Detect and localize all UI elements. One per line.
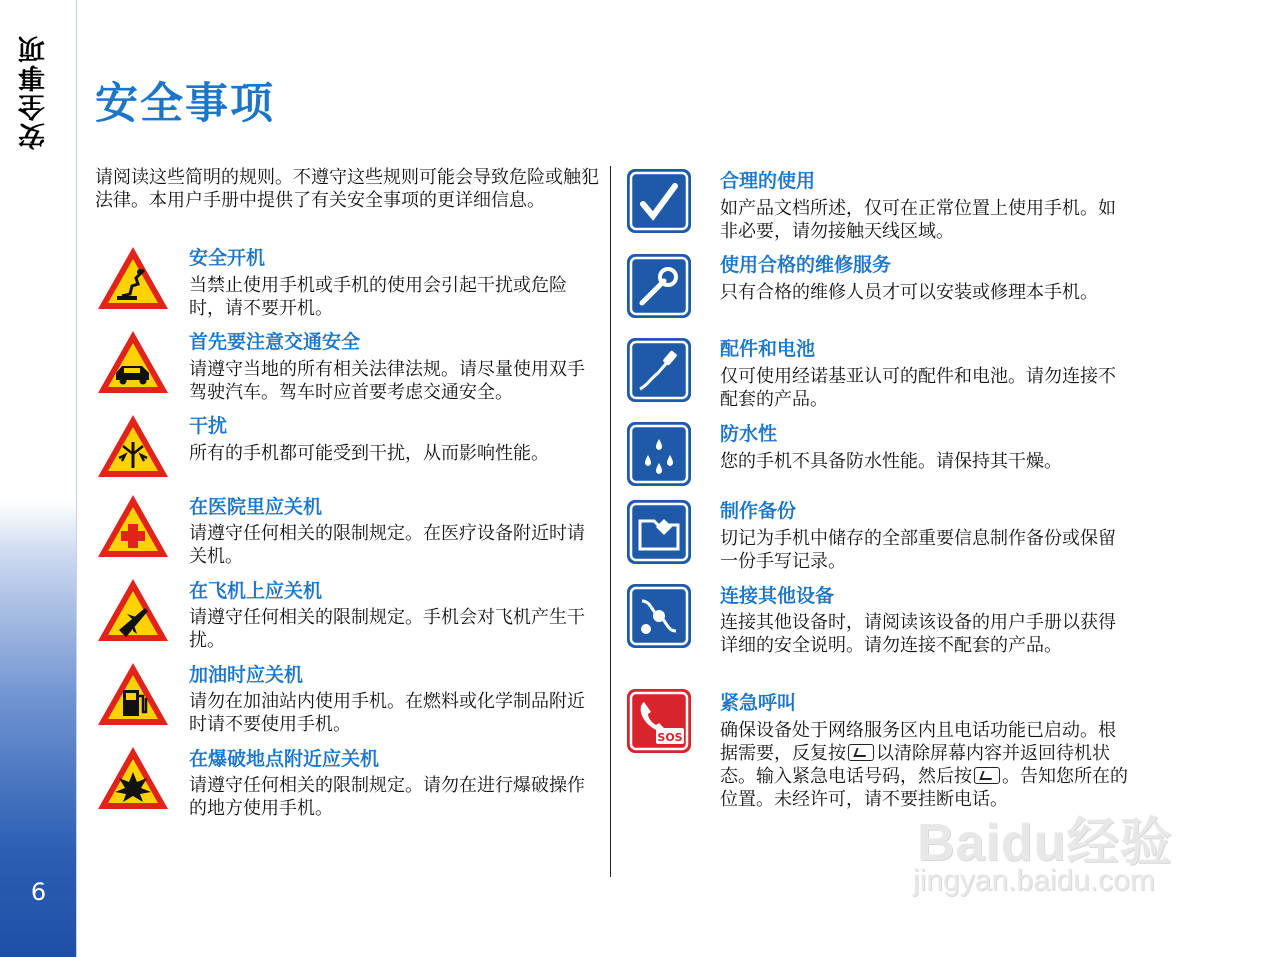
checkmark-icon: [626, 168, 692, 234]
item-body: 连接其他设备时，请阅读该设备的用户手册以获得详细的安全说明。请勿连接不配套的产品。: [720, 612, 1116, 656]
sos-label: SOS: [657, 731, 683, 744]
hospital-warning-icon: [95, 492, 171, 560]
hand-switch-warning-icon: [95, 244, 171, 312]
intro-paragraph: 请阅读这些简明的规则。不遵守这些规则可能会导致危险或触犯法律。本用户手册中提供了有关安全事项的更详细信息。: [95, 167, 599, 211]
baidu-watermark: [905, 800, 1205, 910]
item-body: 请遵守任何相关的限制规定。在医疗设备附近时请关机。: [189, 523, 585, 567]
item-body: 请遵守当地的所有相关法律法规。请尽量使用双手驾驶汽车。驾车时应首要考虑交通安全。: [189, 359, 585, 403]
item-heading: 在医院里应关机: [189, 496, 323, 518]
water-drops-icon: [626, 421, 692, 487]
page-number: 6: [30, 878, 47, 906]
item-heading: 加油时应关机: [189, 664, 304, 686]
item-body: 请遵守任何相关的限制规定。请勿在进行爆破操作的地方使用手机。: [189, 775, 585, 819]
side-section-title: 安全事项: [19, 34, 50, 150]
item-heading: 配件和电池: [720, 338, 816, 360]
item-heading: 防水性: [720, 423, 778, 445]
end-key-icon: [848, 744, 874, 761]
item-body: 切记为手机中储存的全部重要信息制作备份或保留一份手写记录。: [720, 528, 1116, 572]
item-heading: 安全开机: [189, 247, 266, 269]
fuel-warning-icon: [95, 660, 171, 728]
item-body: 所有的手机都可能受到干扰，从而影响性能。: [189, 443, 549, 464]
body-part: 以清除屏幕内容并返回待机状态。输入紧急电话号码，然后按: [720, 743, 1110, 787]
interference-warning-icon: [95, 412, 171, 480]
car-warning-icon: [95, 328, 171, 396]
item-body: 请遵守任何相关的限制规定。手机会对飞机产生干扰。: [189, 607, 585, 651]
column-divider: [610, 166, 611, 877]
item-body: 只有合格的维修人员才可以安装或修理本手机。: [720, 282, 1098, 303]
item-heading: 紧急呼叫: [720, 692, 797, 714]
watermark-logo: Baidu经验: [917, 814, 1173, 872]
folder-backup-icon: [626, 499, 692, 565]
watermark-url: jingyan.baidu.com: [913, 864, 1155, 897]
body-part: 确保设备处于网络服务区内且电话功能已启动。根据需要，反复按: [720, 720, 1116, 764]
item-heading: 连接其他设备: [720, 585, 835, 607]
item-heading: 合理的使用: [720, 170, 816, 192]
item-body: 请勿在加油站内使用手机。在燃料或化学制品附近时请不要使用手机。: [189, 691, 585, 735]
sos-phone-icon: [626, 688, 692, 754]
item-body: 您的手机不具备防水性能。请保持其干燥。: [720, 451, 1062, 472]
call-key-icon: [974, 767, 1000, 784]
item-heading: 使用合格的维修服务: [720, 254, 892, 276]
body-part: 。告知您所在的位置。未经许可，请不要挂断电话。: [720, 766, 1128, 810]
item-body: 仅可使用经诺基亚认可的配件和电池。请勿连接不配套的产品。: [720, 366, 1116, 410]
airplane-warning-icon: [95, 576, 171, 644]
connector-plug-icon: [626, 583, 692, 649]
item-heading: 干扰: [189, 415, 228, 437]
item-body: [720, 719, 1130, 811]
item-heading: 在爆破地点附近应关机: [189, 748, 380, 770]
wrench-icon: [626, 253, 692, 319]
item-heading: 制作备份: [720, 500, 797, 522]
explosion-warning-icon: [95, 744, 171, 812]
side-bar: [0, 0, 77, 957]
page-title: 安全事项: [95, 79, 275, 129]
item-body: 如产品文档所述，仅可在正常位置上使用手机。如非必要，请勿接触天线区域。: [720, 198, 1116, 242]
item-body: 当禁止使用手机或手机的使用会引起干扰或危险时，请不要开机。: [189, 275, 567, 319]
item-heading: 在飞机上应关机: [189, 580, 323, 602]
item-heading: 首先要注意交通安全: [189, 331, 361, 353]
charger-plug-icon: [626, 337, 692, 403]
